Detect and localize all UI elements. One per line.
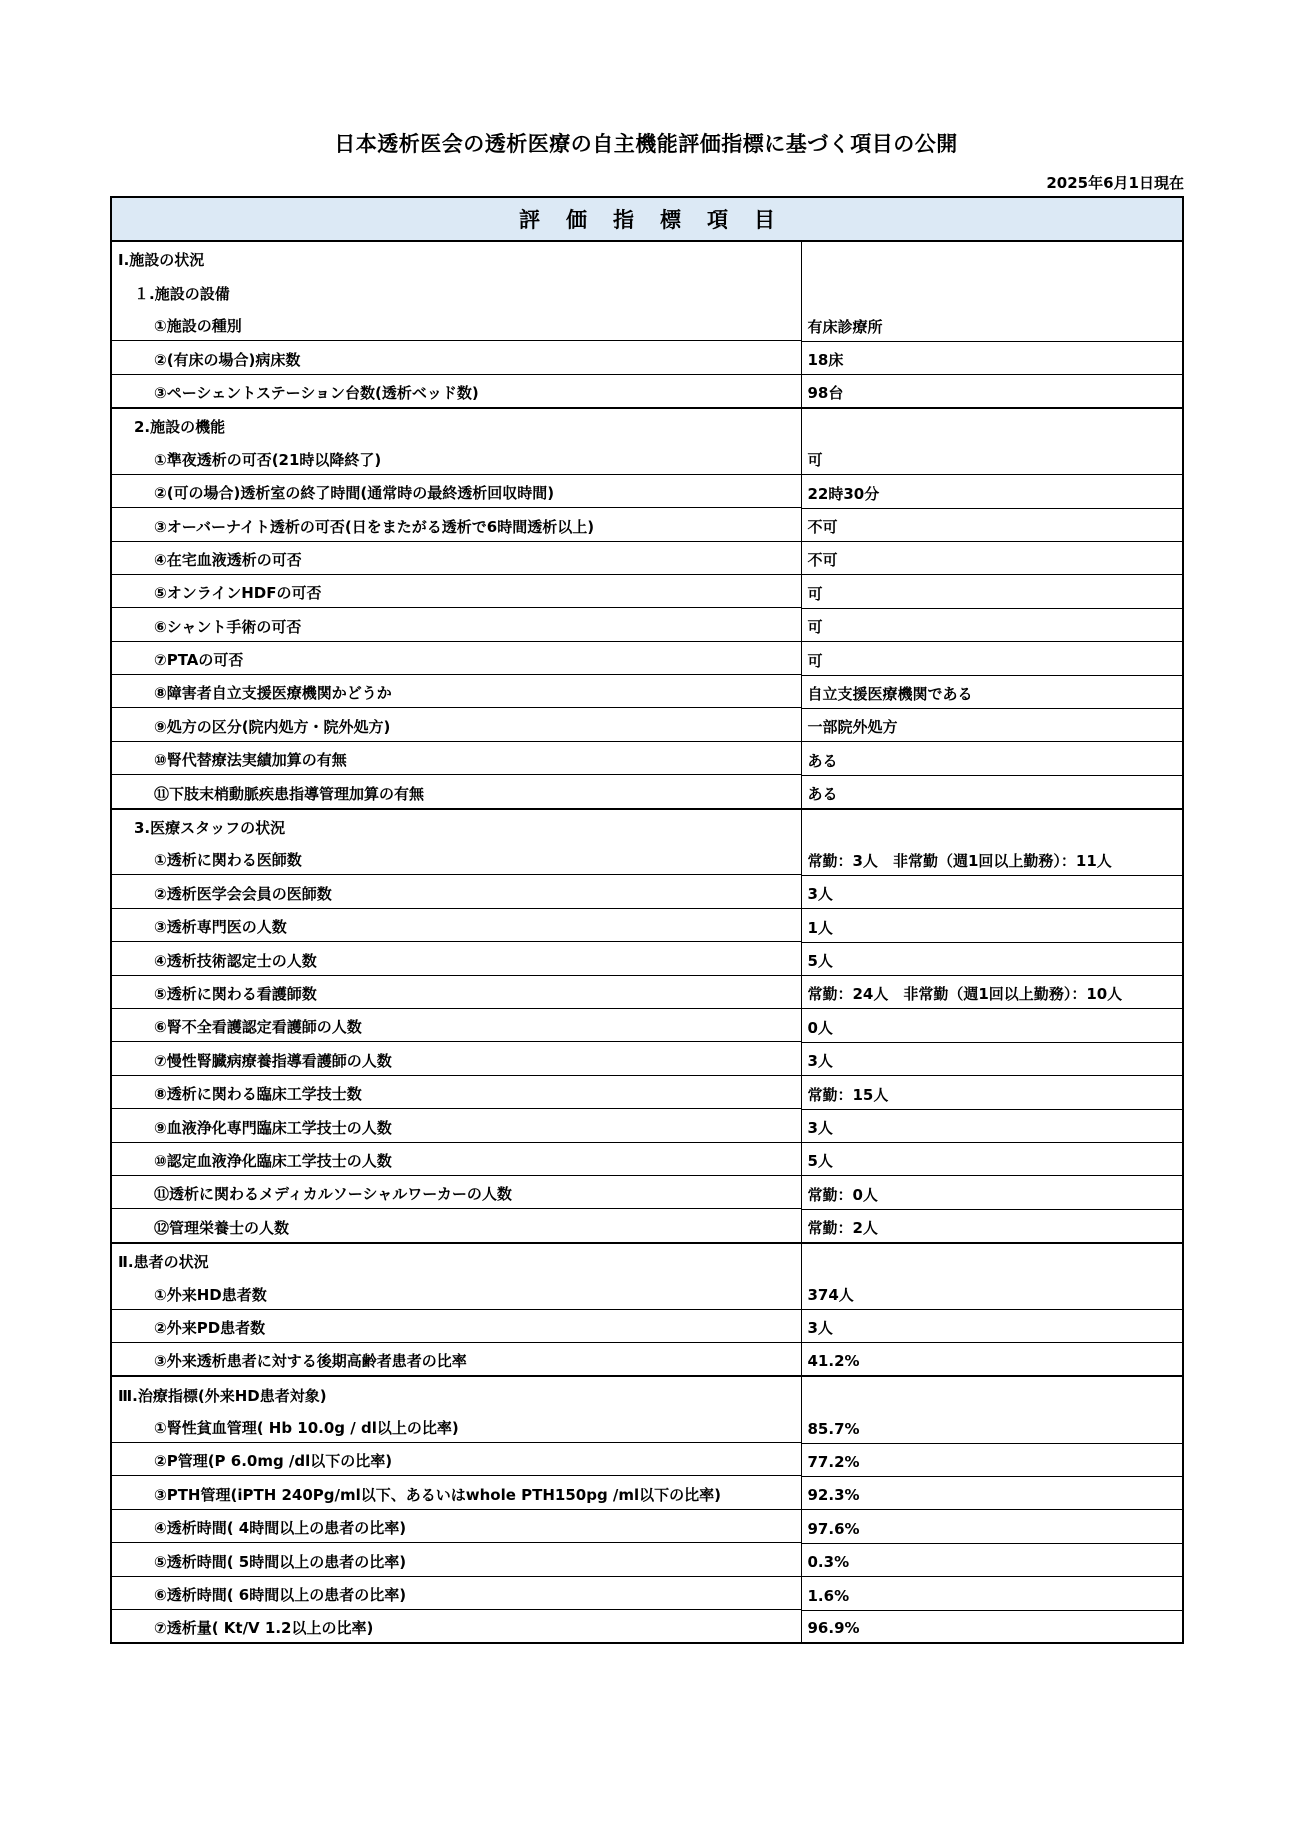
item-label: ③PTH管理(iPTH 240Pg/ml以下、あるいはwhole PTH150pg /ml以下の比率) <box>112 1481 801 1510</box>
item-value: 41.2% <box>801 1343 1183 1376</box>
item-value: 3人 <box>801 1310 1183 1343</box>
item-cell <box>111 842 801 875</box>
item-label: ⑦透析量( Kt/V 1.2以上の比率) <box>154 1619 374 1638</box>
item-label: ③外来透析患者に対する後期高齢者患者の比率 <box>154 1352 467 1371</box>
item-label: ⑪透析に関わるメディカルソーシャルワーカーの人数 <box>112 1180 801 1209</box>
item-cell <box>111 1376 801 1409</box>
item-cell <box>111 1176 801 1209</box>
item-label: ①腎性貧血管理( Hb 10.0g / dl以上の比率) <box>112 1414 801 1443</box>
section-heading-row <box>111 1376 1183 1409</box>
table-row <box>111 475 1183 508</box>
table-row <box>111 775 1183 808</box>
item-label: ⑤オンラインHDFの可否 <box>112 579 801 608</box>
item-value: 常勤：0人 <box>801 1176 1183 1209</box>
item-label: ①外来HD患者数 <box>112 1281 801 1310</box>
item-label: ⑨血液浄化専門臨床工学技士の人数 <box>112 1114 801 1143</box>
table-row <box>111 942 1183 975</box>
item-value: 92.3% <box>801 1476 1183 1509</box>
item-cell <box>111 1143 801 1176</box>
item-cell <box>111 441 801 474</box>
item-value: 22時30分 <box>801 475 1183 508</box>
section-heading-row <box>111 241 1183 274</box>
item-cell <box>111 241 801 274</box>
item-value: 自立支援医療機関である <box>801 675 1183 708</box>
table-row <box>111 508 1183 541</box>
table-row <box>111 608 1183 641</box>
item-cell <box>111 1577 801 1610</box>
section-heading-label: Ⅱ.患者の状況 <box>118 1253 209 1272</box>
item-value: 1人 <box>801 909 1183 942</box>
item-cell <box>111 508 801 541</box>
item-cell <box>111 1443 801 1476</box>
section-heading-label: 3.医療スタッフの状況 <box>134 819 286 838</box>
item-value: 可 <box>801 608 1183 641</box>
document-title: 日本透析医会の透析医療の自主機能評価指標に基づく項目の公開 <box>334 132 958 156</box>
item-cell <box>111 575 801 608</box>
item-label: ⑥腎不全看護認定看護師の人数 <box>112 1013 801 1042</box>
table-row <box>111 1610 1183 1643</box>
item-value: ある <box>801 775 1183 808</box>
item-cell <box>111 642 801 675</box>
table-row <box>111 1042 1183 1075</box>
item-label: ②(有床の場合)病床数 <box>112 346 801 375</box>
table-body <box>111 241 1183 1643</box>
item-label: ⑦慢性腎臓病療養指導看護師の人数 <box>112 1047 801 1076</box>
item-label: ①透析に関わる医師数 <box>112 846 801 875</box>
item-cell <box>111 1543 801 1576</box>
item-label: ④透析技術認定士の人数 <box>112 947 801 976</box>
item-value: 可 <box>801 441 1183 474</box>
table-row <box>111 441 1183 474</box>
item-label: ②P管理(P 6.0mg /dl以下の比率) <box>112 1447 801 1476</box>
item-value: 5人 <box>801 942 1183 975</box>
item-cell <box>111 976 801 1009</box>
item-cell <box>111 408 801 441</box>
item-label: ⑩腎代替療法実績加算の有無 <box>112 746 801 775</box>
item-label: ①準夜透析の可否(21時以降終了) <box>112 446 801 475</box>
table-row <box>111 875 1183 908</box>
item-value: 98台 <box>801 375 1183 408</box>
item-label: ⑤透析時間( 5時間以上の患者の比率) <box>112 1548 801 1577</box>
item-label: ⑨処方の区分(院内処方・院外処方) <box>112 713 801 742</box>
section-heading-label: 2.施設の機能 <box>134 418 226 437</box>
item-cell <box>111 775 801 808</box>
table-row <box>111 1443 1183 1476</box>
table-row <box>111 1343 1183 1376</box>
table-row <box>111 542 1183 575</box>
table-row <box>111 375 1183 408</box>
table-row <box>111 742 1183 775</box>
item-value <box>801 408 1183 441</box>
item-label: ⑧透析に関わる臨床工学技士数 <box>112 1080 801 1109</box>
table-row <box>111 642 1183 675</box>
table-row <box>111 1410 1183 1443</box>
item-value: 0.3% <box>801 1543 1183 1576</box>
item-label: ⑦PTAの可否 <box>112 646 801 675</box>
table-row <box>111 308 1183 341</box>
item-value: 不可 <box>801 508 1183 541</box>
item-label: ⑫管理栄養士の人数 <box>154 1218 290 1237</box>
item-cell <box>111 1042 801 1075</box>
item-value: 可 <box>801 642 1183 675</box>
as-of-date: 2025年6月1日現在 <box>1046 174 1184 192</box>
section-heading-label: １.施設の設備 <box>134 284 230 303</box>
table-row <box>111 341 1183 374</box>
table-row <box>111 1577 1183 1610</box>
item-cell <box>111 1510 801 1543</box>
item-cell <box>111 274 801 307</box>
item-cell <box>111 942 801 975</box>
item-label: ②外来PD患者数 <box>112 1314 801 1343</box>
item-value: 可 <box>801 575 1183 608</box>
item-label: ⑥透析時間( 6時間以上の患者の比率) <box>112 1581 801 1610</box>
item-cell <box>111 1009 801 1042</box>
item-cell <box>111 1276 801 1309</box>
section-heading-row <box>111 274 1183 307</box>
item-value: 3人 <box>801 875 1183 908</box>
item-label: ⑥シャント手術の可否 <box>112 613 801 642</box>
item-cell <box>111 475 801 508</box>
item-cell <box>111 1343 801 1376</box>
table-header: 評価指標項目 <box>111 197 1183 241</box>
table-row <box>111 909 1183 942</box>
item-label: ①施設の種別 <box>112 312 801 341</box>
item-cell <box>111 1209 801 1242</box>
item-value <box>801 241 1183 274</box>
item-value <box>801 1376 1183 1409</box>
item-label: ⑩認定血液浄化臨床工学技士の人数 <box>112 1147 801 1176</box>
table-row <box>111 1143 1183 1176</box>
item-label: ②透析医学会会員の医師数 <box>112 880 801 909</box>
item-cell <box>111 809 801 842</box>
item-cell <box>111 542 801 575</box>
item-value: 77.2% <box>801 1443 1183 1476</box>
item-value: 96.9% <box>801 1610 1183 1643</box>
item-label: ②(可の場合)透析室の終了時間(通常時の最終透析回収時間) <box>112 479 801 508</box>
item-value: 常勤：24人 非常勤（週1回以上勤務）：10人 <box>801 976 1183 1009</box>
table-row <box>111 976 1183 1009</box>
table-row <box>111 575 1183 608</box>
item-cell <box>111 1610 801 1643</box>
item-value: 1.6% <box>801 1577 1183 1610</box>
section-heading-label: Ⅲ.治療指標(外来HD患者対象) <box>118 1386 327 1405</box>
item-cell <box>111 742 801 775</box>
item-cell <box>111 675 801 708</box>
item-label: ③ペーシェントステーション台数(透析ベッド数) <box>154 383 479 402</box>
item-cell <box>111 909 801 942</box>
item-cell <box>111 341 801 374</box>
item-value: 374人 <box>801 1276 1183 1309</box>
table-row <box>111 1076 1183 1109</box>
table-row <box>111 1009 1183 1042</box>
item-value: 5人 <box>801 1143 1183 1176</box>
item-label: ⑤透析に関わる看護師数 <box>112 980 801 1009</box>
item-cell <box>111 1410 801 1443</box>
item-value: 有床診療所 <box>801 308 1183 341</box>
table-row <box>111 842 1183 875</box>
item-cell <box>111 308 801 341</box>
item-cell <box>111 608 801 641</box>
section-heading-row <box>111 1243 1183 1276</box>
item-label: ④在宅血液透析の可否 <box>112 546 801 575</box>
table-row <box>111 708 1183 741</box>
table-row <box>111 1176 1183 1209</box>
item-label: ③透析専門医の人数 <box>112 913 801 942</box>
item-value: 一部院外処方 <box>801 708 1183 741</box>
item-cell <box>111 1076 801 1109</box>
item-cell <box>111 1243 801 1276</box>
table-row <box>111 1476 1183 1509</box>
item-value: 常勤：2人 <box>801 1209 1183 1242</box>
item-value: 常勤：15人 <box>801 1076 1183 1109</box>
table-row <box>111 1543 1183 1576</box>
table-row <box>111 1276 1183 1309</box>
item-value: 常勤：3人 非常勤（週1回以上勤務）：11人 <box>801 842 1183 875</box>
item-label: ④透析時間( 4時間以上の患者の比率) <box>112 1514 801 1543</box>
item-value: 3人 <box>801 1042 1183 1075</box>
item-value: 3人 <box>801 1109 1183 1142</box>
item-label: ⑪下肢末梢動脈疾患指導管理加算の有無 <box>154 784 425 803</box>
item-value: ある <box>801 742 1183 775</box>
table-header-row <box>111 197 1183 241</box>
item-value: 97.6% <box>801 1510 1183 1543</box>
table-row <box>111 1310 1183 1343</box>
item-cell <box>111 1310 801 1343</box>
item-cell <box>111 875 801 908</box>
item-cell <box>111 1109 801 1142</box>
table-row <box>111 1510 1183 1543</box>
table-row <box>111 1209 1183 1242</box>
item-value: 0人 <box>801 1009 1183 1042</box>
item-value <box>801 809 1183 842</box>
item-value: 18床 <box>801 341 1183 374</box>
section-heading-row <box>111 408 1183 441</box>
item-value <box>801 274 1183 307</box>
item-cell <box>111 1476 801 1509</box>
section-heading-label: Ⅰ.施設の状況 <box>118 251 205 270</box>
item-cell <box>111 708 801 741</box>
table-row <box>111 1109 1183 1142</box>
item-value <box>801 1243 1183 1276</box>
section-heading-row <box>111 809 1183 842</box>
item-label: ⑧障害者自立支援医療機関かどうか <box>112 679 801 708</box>
table-row <box>111 675 1183 708</box>
item-value: 85.7% <box>801 1410 1183 1443</box>
item-value: 不可 <box>801 542 1183 575</box>
evaluation-table <box>110 196 1184 1644</box>
item-label: ③オーバーナイト透析の可否(日をまたがる透析で6時間透析以上) <box>112 513 801 542</box>
item-cell <box>111 375 801 408</box>
